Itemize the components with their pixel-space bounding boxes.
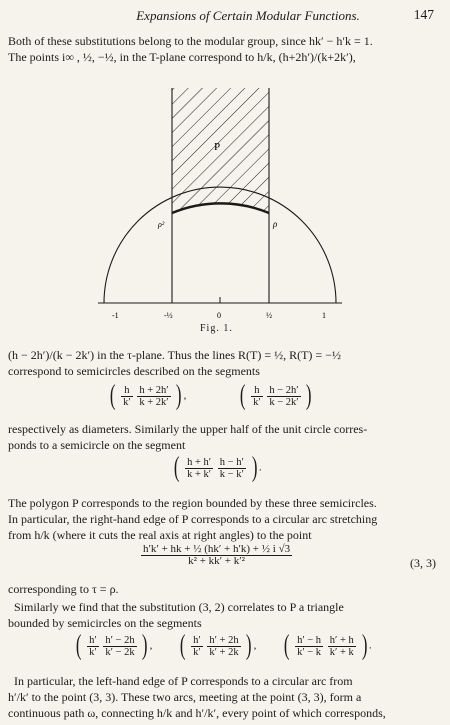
running-title: Expansions of Certain Modular Functions.: [136, 8, 360, 23]
page-number: 147: [413, 7, 434, 22]
tick-label-neg1: -1: [112, 311, 119, 320]
text-line-2: The points i∞ , ½, −½, in the T-plane correspond to h/k, (h+2h′)/(k+2k′),: [8, 50, 356, 64]
region-p-fill: [172, 88, 269, 213]
text-line-15: continuous path ω, connecting h/k and h′/k′, every point of which corresponds,: [8, 706, 386, 720]
segment-pair-6: ( $\frac{h' - h}{k' - k}$ $\frac{h' + h}{k' + k}$ ) .: [283, 630, 372, 661]
text-line-1: Both of these substitutions belong to the modular group, since hk′ − h′k = 1.: [8, 34, 373, 48]
text-line-10: corresponding to τ = ρ.: [8, 582, 119, 596]
text-line-6: ponds to a semicircle on the segment: [8, 438, 186, 452]
region-p-label: P: [214, 141, 221, 153]
text-line-8: In particular, the right-hand edge of P corresponds to a circular arc stretching: [8, 512, 378, 526]
text-line-4: correspond to semicircles described on the segments: [8, 364, 260, 378]
text-line-12: bounded by semicircles on the segments: [8, 616, 202, 630]
tick-label-0: 0: [217, 311, 221, 320]
text-line-7: The polygon P corresponds to the region bounded by these three semicircles.: [8, 496, 377, 510]
tick-label-half: ½: [266, 311, 272, 320]
segment-unit-circle: ( $\frac{h + h'}{k + k'}$ $\frac{h - h'}{k - k'}$ ) .: [173, 452, 262, 483]
vertex-rho2-label: ρ²: [158, 220, 165, 229]
text-line-9: from h/k (where it cuts the real axis at right angles) to the point: [8, 528, 312, 542]
tick-label-neghalf: -½: [164, 311, 173, 320]
tick-label-1: 1: [322, 311, 326, 320]
segment-pair-4: ( $\frac{h'}{k'}$ $\frac{h' - 2h}{k' - 2k}$ ) ,: [75, 630, 153, 661]
segment-pair-2: ( $\frac{h}{k'}$ $\frac{h - 2h'}{k - 2k'}$ ): [239, 380, 312, 411]
equation-3-3: $\frac{\text{h′k′ + hk + ½ (hk′ + h′k) + ½ i √3}}{\text{k² + kk′ + k′²}}$: [143, 543, 291, 567]
text-line-11: Similarly we find that the substitution (3, 2) correlates to P a triangle: [14, 600, 344, 614]
equation-label: (3, 3): [410, 556, 436, 570]
figure-caption: Fig. 1.: [200, 323, 233, 334]
text-line-3: (h − 2h′)/(k − 2k′) in the τ-plane. Thus the lines R(T) = ½, R(T) = −½: [8, 348, 341, 362]
vertex-rho-label: ρ: [273, 219, 278, 229]
segment-pair-1: ( $\frac{h}{k'}$ $\frac{h + 2h'}{k + 2k'}$ ) ,: [109, 380, 187, 411]
figure-1: [0, 78, 450, 338]
text-line-14: h′/k′ to the point (3, 3). These two arcs, meeting at the point (3, 3), form a: [8, 690, 362, 704]
segment-pair-5: ( $\frac{h'}{k'}$ $\frac{h' + 2h}{k' + 2k}$ ) ,: [179, 630, 257, 661]
text-line-13: In particular, the left-hand edge of P corresponds to a circular arc from: [14, 674, 353, 688]
text-line-5: respectively as diameters. Similarly the upper half of the unit circle corres-: [8, 422, 368, 436]
